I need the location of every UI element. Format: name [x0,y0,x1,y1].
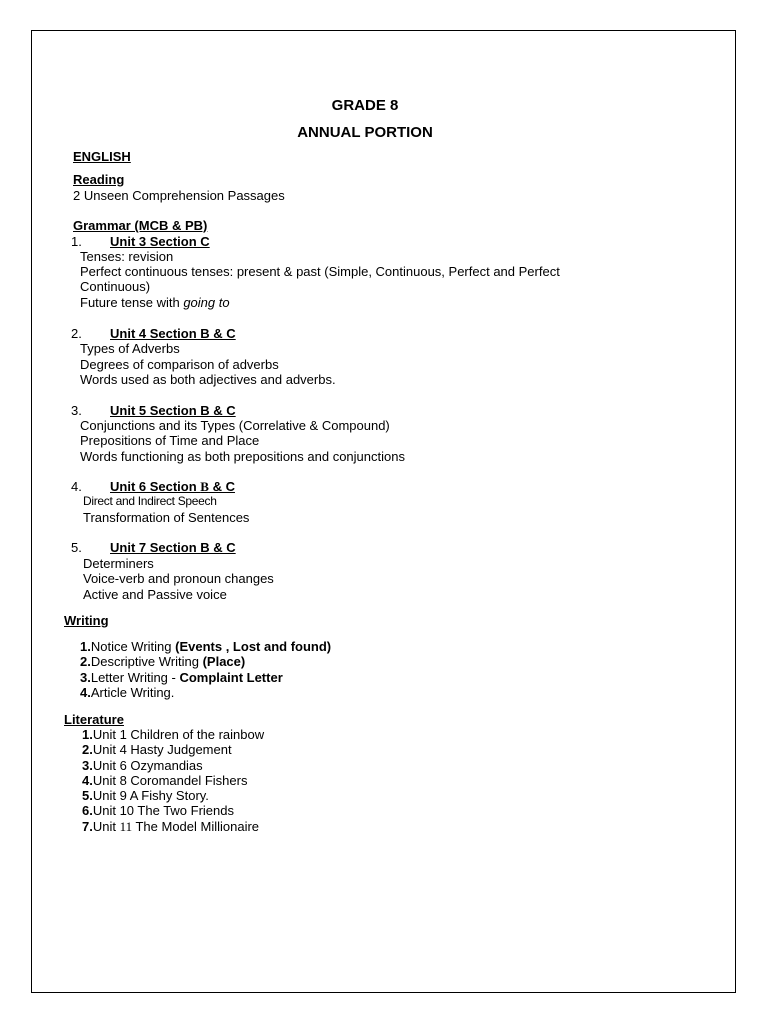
subject-heading: ENGLISH [73,149,131,164]
unit-title-text: & C [208,479,235,494]
grammar-unit-number: 2. [71,326,82,341]
item-text: Descriptive Writing [90,654,203,669]
grammar-topic: Active and Passive voice [83,587,227,602]
literature-item [82,742,232,757]
topic-italic: going to [183,295,230,310]
literature-heading: Literature [64,712,124,727]
literature-item [82,758,203,773]
grammar-topic: Words used as both adjectives and adverbs. [80,372,336,387]
literature-item [82,788,209,803]
grammar-unit-number: 5. [71,540,82,555]
item-text: Unit 8 Coromandel Fishers [92,773,248,788]
writing-item [80,670,283,685]
grammar-topic: Conjunctions and its Types (Correlative & Compound) [80,418,390,433]
item-number: 4. [82,773,93,788]
item-number: 5. [82,788,93,803]
grammar-unit-number: 1. [71,234,82,249]
writing-item [80,639,331,654]
grammar-topic: Voice-verb and pronoun changes [83,571,274,586]
item-text: Unit [92,819,120,834]
item-number: 2. [82,742,93,757]
item-number: 3. [82,758,93,773]
item-number: 1. [80,639,91,654]
item-number: 3. [80,670,91,685]
item-text: Unit 1 Children of the rainbow [92,727,265,742]
grammar-heading: Grammar (MCB & PB) [73,218,208,233]
item-bold: Complaint Letter [179,670,283,685]
item-text: Article Writing. [90,685,175,700]
page-subtitle: ANNUAL PORTION [297,124,433,141]
item-text: Letter Writing - [90,670,180,685]
item-number: 6. [82,803,93,818]
grammar-topic: Determiners [83,556,154,571]
literature-item [82,803,234,818]
item-number: 4. [80,685,91,700]
grammar-unit-title: Unit 4 Section B & C [110,326,236,341]
item-bold: (Place) [202,654,246,669]
item-bold: (Events , Lost and found) [175,639,332,654]
page-title: GRADE 8 [331,97,399,114]
grammar-topic: Words functioning as both prepositions and conjunctions [80,449,405,464]
item-serif-number: 11 [119,819,133,834]
literature-item [82,773,247,788]
grammar-topic: Direct and Indirect Speech [83,494,217,508]
grammar-topic: Perfect continuous tenses: present & past (Simple, Continuous, Perfect and Perfect [80,264,560,279]
grammar-unit-title: Unit 5 Section B & C [110,403,236,418]
grammar-unit-title: Unit 3 Section C [110,234,210,249]
item-text: Notice Writing [90,639,176,654]
writing-item [80,654,245,669]
item-text: Unit 9 A Fishy Story. [92,788,209,803]
item-number: 1. [82,727,93,742]
item-text: Unit 6 Ozymandias [92,758,203,773]
literature-item [82,819,259,834]
grammar-unit-title [110,479,235,494]
grammar-topic: Continuous) [80,279,151,294]
grammar-topic [80,295,230,310]
grammar-topic: Prepositions of Time and Place [80,433,260,448]
item-number: 2. [80,654,91,669]
item-text: The Model Millionaire [132,819,260,834]
grammar-topic: Degrees of comparison of adverbs [80,357,279,372]
grammar-topic: Types of Adverbs [80,341,180,356]
item-text: Unit 4 Hasty Judgement [92,742,232,757]
literature-item [82,727,264,742]
grammar-topic: Transformation of Sentences [83,510,250,525]
item-number: 7. [82,819,93,834]
unit-title-text: Unit 6 Section [110,479,201,494]
item-text: Unit 10 The Two Friends [92,803,234,818]
topic-text: Future tense with [80,295,184,310]
grammar-unit-number: 4. [71,479,82,494]
grammar-topic: Tenses: revision [80,249,174,264]
unit-title-letter: B [200,479,209,494]
reading-heading: Reading [73,172,125,187]
writing-item [80,685,174,700]
reading-item: 2 Unseen Comprehension Passages [73,188,285,203]
grammar-unit-number: 3. [71,403,82,418]
writing-heading: Writing [64,613,109,628]
grammar-unit-title: Unit 7 Section B & C [110,540,236,555]
